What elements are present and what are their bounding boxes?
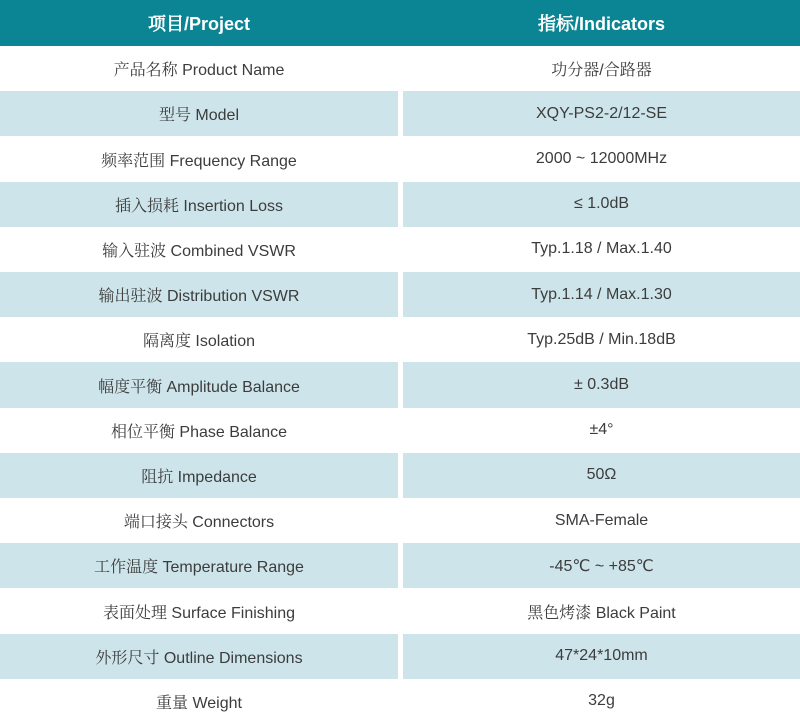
header-project-label: 项目/Project	[147, 14, 251, 34]
indicator-value: 50Ω	[586, 466, 617, 484]
table-row-temperature-range	[0, 543, 800, 588]
table-row-amplitude-balance	[0, 362, 800, 407]
indicator-cell	[403, 588, 800, 633]
table-row-insertion-loss	[0, 182, 800, 227]
indicator-cell	[403, 91, 800, 136]
indicator-cell	[403, 408, 800, 453]
indicator-cell	[403, 453, 800, 498]
project-cell	[0, 543, 398, 588]
project-label: 幅度平衡 Amplitude Balance	[98, 378, 300, 396]
indicator-cell	[403, 272, 800, 317]
project-label: 隔离度 Isolation	[142, 333, 256, 351]
table-row-distribution-vswr	[0, 272, 800, 317]
indicator-value: 47*24*10mm	[555, 647, 648, 665]
project-cell	[0, 46, 398, 91]
project-label: 端口接头 Connectors	[123, 514, 275, 532]
table-row-surface-finishing	[0, 588, 800, 633]
project-cell	[0, 498, 398, 543]
indicator-value: XQY-PS2-2/12-SE	[535, 104, 668, 122]
indicator-cell	[403, 543, 800, 588]
table-row-weight	[0, 679, 800, 724]
header-cell-indicator	[403, 0, 800, 46]
table-row-frequency-range	[0, 136, 800, 181]
project-cell	[0, 272, 398, 317]
table-row-outline-dimensions	[0, 634, 800, 679]
indicator-value: ± 0.3dB	[573, 376, 630, 394]
project-label: 型号 Model	[158, 107, 240, 125]
table-row-isolation	[0, 317, 800, 362]
indicator-cell	[403, 136, 800, 181]
table-row-impedance	[0, 453, 800, 498]
indicator-value: Typ.25dB / Min.18dB	[527, 330, 676, 348]
project-label: 产品名称 Product Name	[113, 62, 285, 80]
project-label: 相位平衡 Phase Balance	[110, 423, 288, 441]
project-label: 阻抗 Impedance	[141, 468, 257, 486]
project-label: 输出驻波 Distribution VSWR	[98, 288, 300, 306]
project-cell	[0, 362, 398, 407]
project-label: 插入损耗 Insertion Loss	[114, 197, 284, 215]
project-label: 输入驻波 Combined VSWR	[102, 242, 296, 260]
header-indicator-label: 指标/Indicators	[537, 14, 666, 34]
table-header-row	[0, 0, 800, 46]
indicator-value: -45℃ ~ +85℃	[549, 557, 654, 575]
indicator-value: 2000 ~ 12000MHz	[535, 150, 668, 167]
indicator-value: 32g	[588, 692, 615, 710]
project-cell	[0, 317, 398, 362]
table-row-phase-balance	[0, 408, 800, 453]
indicator-value: Typ.1.14 / Max.1.30	[531, 285, 672, 303]
indicator-cell	[403, 498, 800, 543]
project-cell	[0, 453, 398, 498]
indicator-cell	[403, 362, 800, 407]
indicator-value: ±4°	[589, 421, 614, 439]
project-cell	[0, 588, 398, 633]
indicator-cell	[403, 634, 800, 679]
project-cell	[0, 227, 398, 272]
indicator-cell	[403, 46, 800, 91]
project-label: 外形尺寸 Outline Dimensions	[95, 649, 303, 667]
indicator-value: 功分器/合路器	[551, 62, 652, 80]
indicator-cell	[403, 227, 800, 272]
project-label: 频率范围 Frequency Range	[101, 152, 297, 170]
indicator-cell	[403, 317, 800, 362]
project-cell	[0, 136, 398, 181]
table-row-connectors	[0, 498, 800, 543]
project-label: 表面处理 Surface Finishing	[102, 604, 296, 622]
indicator-value: 黑色烤漆 Black Paint	[527, 604, 676, 622]
project-label: 工作温度 Temperature Range	[94, 559, 304, 577]
indicator-cell	[403, 679, 800, 724]
indicator-value: ≤ 1.0dB	[573, 195, 630, 213]
indicator-value: SMA-Female	[554, 511, 649, 529]
project-cell	[0, 679, 398, 724]
table-row-product-name	[0, 46, 800, 91]
project-cell	[0, 408, 398, 453]
indicator-value: Typ.1.18 / Max.1.40	[531, 240, 672, 258]
header-cell-project	[0, 0, 398, 46]
table-row-model	[0, 91, 800, 136]
project-cell	[0, 91, 398, 136]
project-label: 重量 Weight	[156, 694, 242, 712]
project-cell	[0, 634, 398, 679]
indicator-cell	[403, 182, 800, 227]
project-cell	[0, 182, 398, 227]
table-row-combined-vswr	[0, 227, 800, 272]
